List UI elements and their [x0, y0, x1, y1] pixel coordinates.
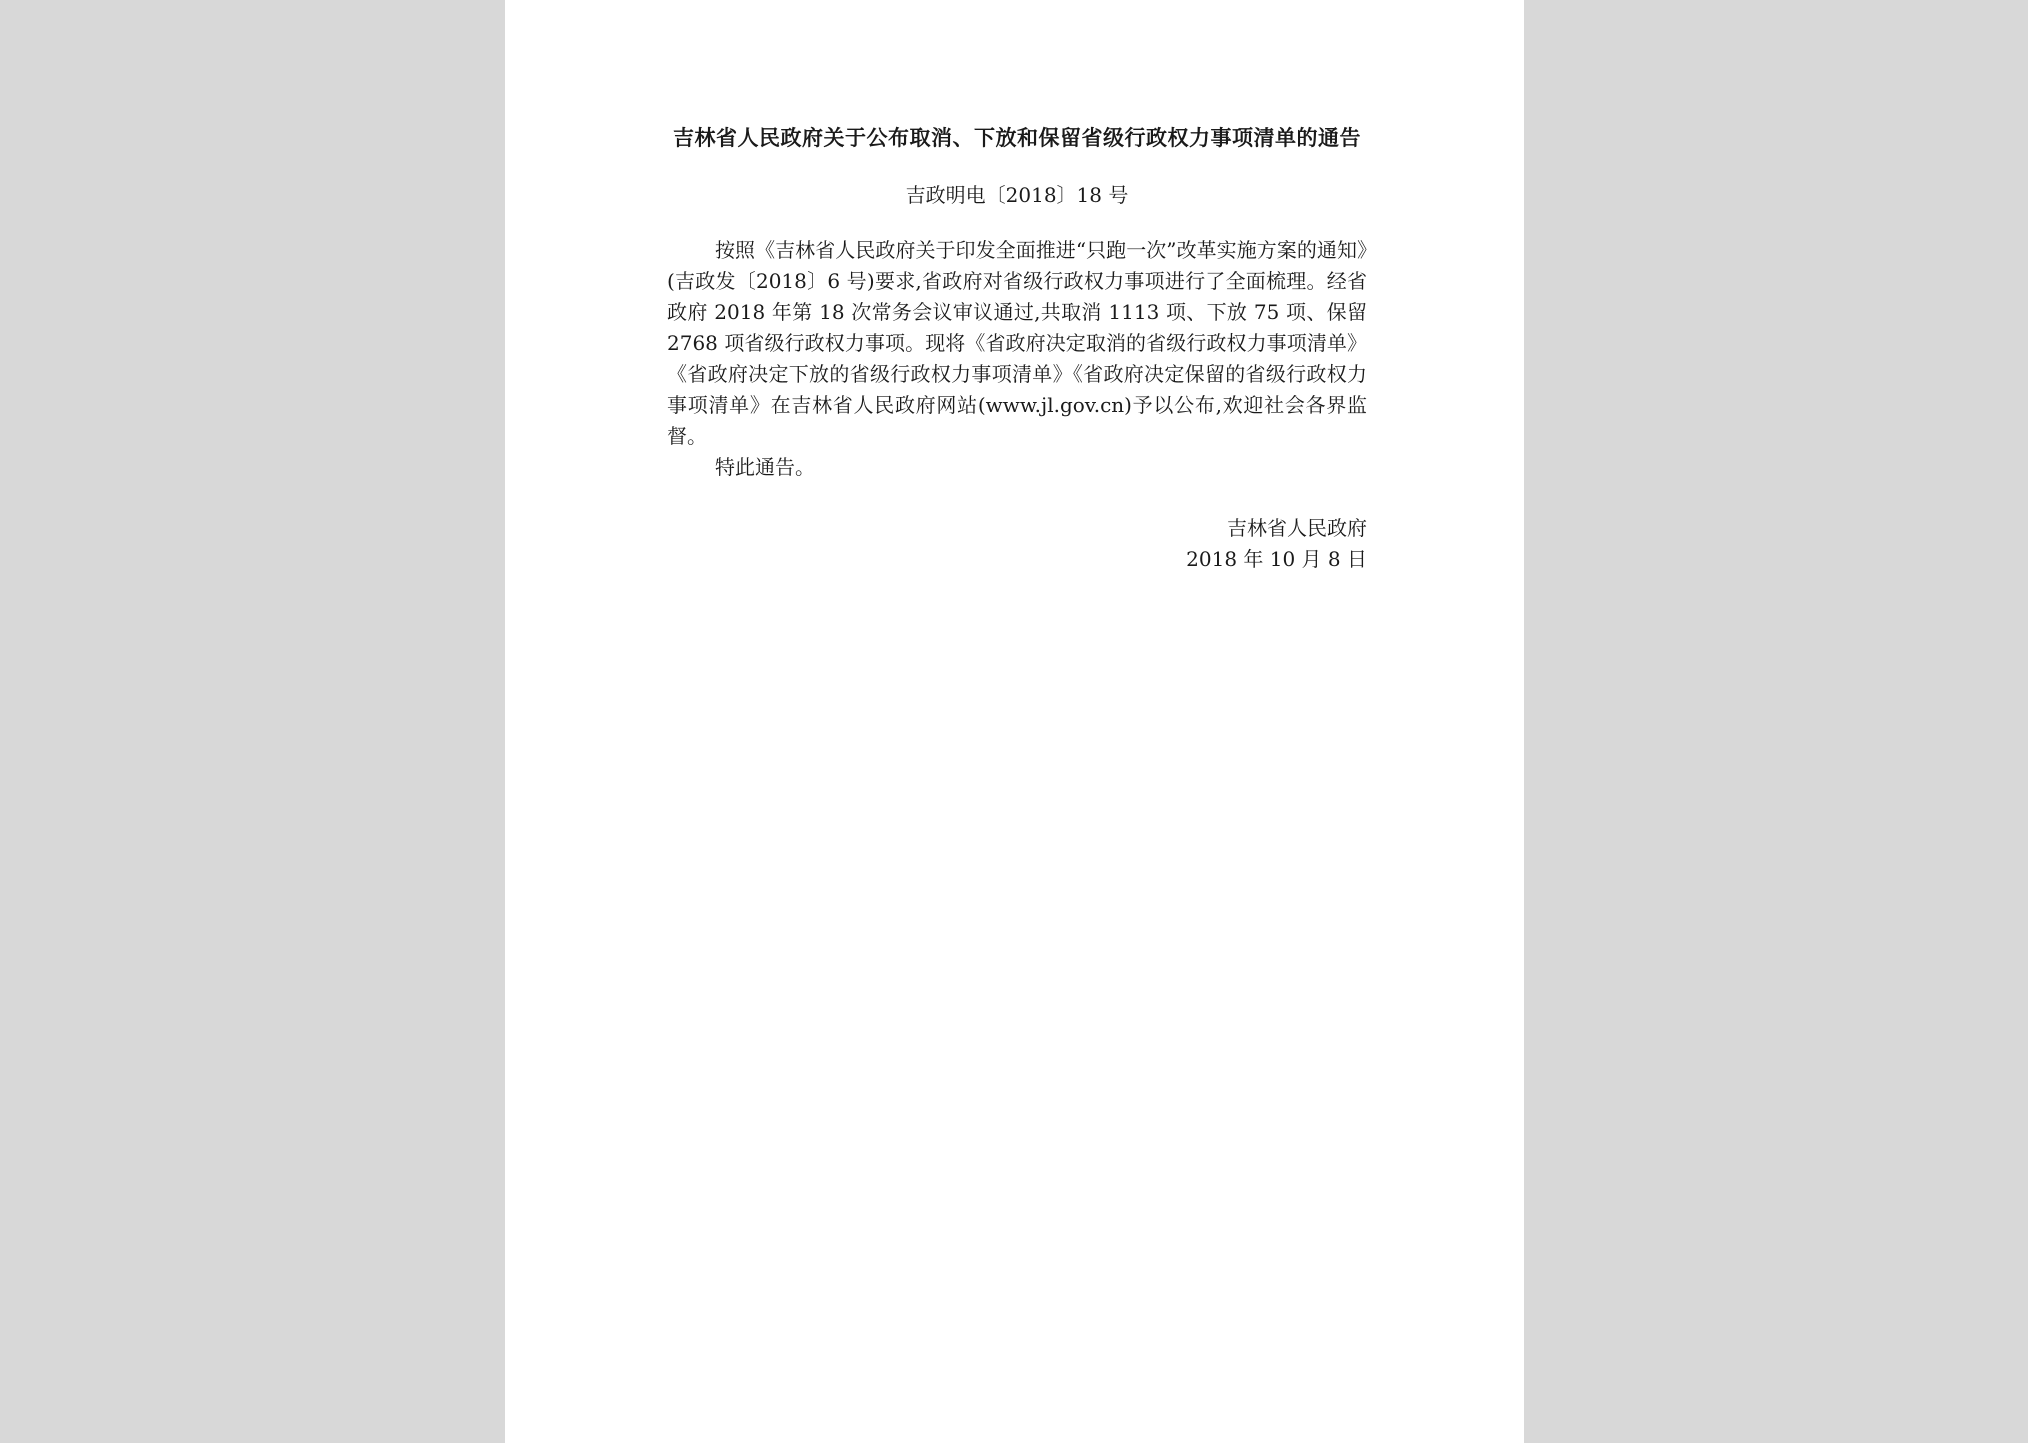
document-body: 按照《吉林省人民政府关于印发全面推进“只跑一次”改革实施方案的通知》(吉政发〔2018〕6 号)要求,省政府对省级行政权力事项进行了全面梳理。经省政府 2018 年第 18 次常务会议审议通过,共取消 1113 项、下放 75 项、保留 2768 项省级行政权力事项。现将《省政府决定取消的省级行政权力事项清单》《省政府决定下放的省级行政权力事项清单》《省政府决定保留的省级行政权力事项清单》在吉林省人民政府网站(www.jl.gov.cn)予以公布,欢迎社会各界监督。: [667, 238, 1367, 448]
document-number: 吉政明电〔2018〕18 号: [905, 183, 1129, 207]
document-closing: 特此通告。: [715, 455, 815, 479]
signature-block: [667, 513, 1367, 575]
document-title: 吉林省人民政府关于公布取消、下放和保留省级行政权力事项清单的通告: [673, 126, 1361, 150]
document-page: [505, 0, 1524, 1443]
issuer-name: 吉林省人民政府: [1227, 516, 1367, 540]
issue-date: 2018 年 10 月 8 日: [1186, 547, 1367, 571]
document-content: [667, 122, 1367, 575]
